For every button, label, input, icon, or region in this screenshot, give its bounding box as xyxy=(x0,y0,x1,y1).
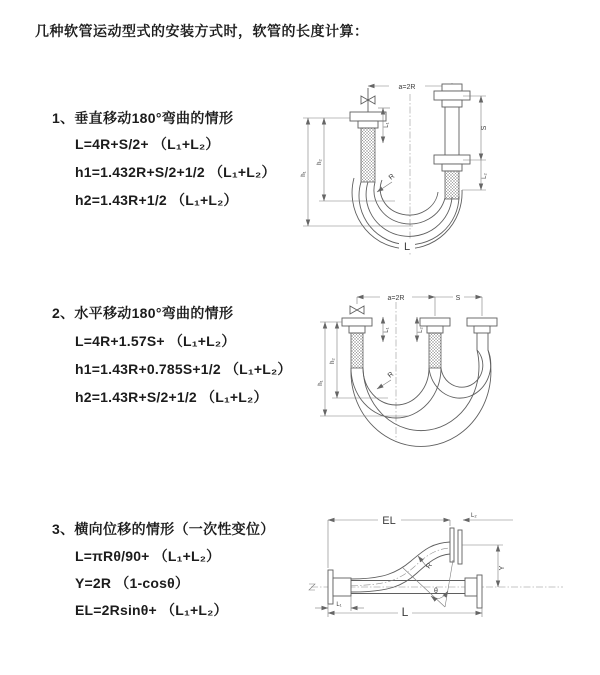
dimension-l2 xyxy=(463,513,513,520)
valve-icon xyxy=(350,306,364,314)
dim-label-h1: h₁ xyxy=(301,171,307,177)
radius-label: R xyxy=(386,370,396,380)
dim-label-a2r: a=2R xyxy=(398,84,416,91)
s-curve-pipe xyxy=(351,542,450,592)
dimension-s-l2 xyxy=(462,96,488,190)
dim-label-l2: L₂ xyxy=(482,173,488,179)
radius-callout xyxy=(377,371,395,389)
dim-label-h2: h₂ xyxy=(317,159,323,165)
dim-label-l1: L₁ xyxy=(384,122,390,128)
flange xyxy=(350,112,386,121)
dim-label-s: S xyxy=(481,125,488,131)
section-2-heading: 2、水平移动180°弯曲的情形 xyxy=(52,305,234,321)
section-3-heading: 3、横向位移的情形（一次性变位） xyxy=(52,521,275,537)
flange-neck xyxy=(442,84,462,91)
hose-braid xyxy=(361,128,375,182)
left-flange-assembly xyxy=(342,318,372,368)
dim-label-y: Y xyxy=(499,565,506,571)
dim-label-l1: L₁ xyxy=(336,602,342,608)
right-pipe-assembly xyxy=(434,84,470,199)
dim-label-a2r: a=2R xyxy=(387,295,405,302)
dimension-l1 xyxy=(315,596,364,611)
radius-construction xyxy=(402,556,453,607)
hose-braid xyxy=(351,333,363,368)
dimension-l1 xyxy=(383,317,390,342)
formula-length: L=4R+1.57S+ （L₁+L₂） xyxy=(75,333,236,349)
radius-label: R xyxy=(387,172,397,182)
diagram-vertical-180-bend xyxy=(295,70,540,262)
section-1-heading: 1、垂直移动180°弯曲的情形 xyxy=(52,110,234,126)
dimension-a2r xyxy=(357,292,482,316)
formula-length: L=4R+S/2+ （L₁+L₂） xyxy=(75,136,220,152)
dim-label-l1: L₁ xyxy=(384,327,390,333)
formula-length: L=πRθ/90+ （L₁+L₂） xyxy=(75,548,221,564)
dimension-el xyxy=(328,513,450,571)
formula-h1: h1=1.432R+S/2+1/2 （L₁+L₂） xyxy=(75,164,276,180)
flange-neck xyxy=(358,121,378,128)
flange xyxy=(434,155,470,164)
right-flange xyxy=(465,575,482,608)
page-title: 几种软管运动型式的安装方式时，软管的长度计算： xyxy=(35,23,369,39)
flange-neck xyxy=(442,164,462,171)
dimension-h1 xyxy=(301,118,413,226)
dim-label-el: EL xyxy=(382,515,396,527)
left-flange xyxy=(328,570,351,604)
hose-braid xyxy=(429,333,441,368)
diagram-lateral-displacement xyxy=(305,505,570,655)
formula-h2: h2=1.43R+S/2+1/2 （L₁+L₂） xyxy=(75,389,268,405)
hose-braid xyxy=(445,171,459,199)
dim-label-l: L xyxy=(401,605,409,619)
formula-el: EL=2Rsinθ+ （L₁+L₂） xyxy=(75,602,228,618)
angle-label: θ xyxy=(434,588,438,595)
left-pipe-assembly xyxy=(350,88,386,182)
flange xyxy=(434,91,470,100)
dim-label-l2: L₂ xyxy=(471,513,477,519)
radius-label: R xyxy=(425,561,434,571)
dim-label-h2: h₂ xyxy=(330,358,336,364)
dim-label-s: S xyxy=(455,295,461,302)
dim-label-h1: h₁ xyxy=(318,380,324,386)
dimension-a2r xyxy=(368,80,452,91)
flange-neck xyxy=(442,100,462,107)
formula-y: Y=2R （1-cosθ） xyxy=(75,575,190,591)
length-label: L xyxy=(403,241,411,253)
formula-h2: h2=1.43R+1/2 （L₁+L₂） xyxy=(75,192,238,208)
formula-h1: h1=1.43R+0.785S+1/2 （L₁+L₂） xyxy=(75,361,292,377)
upper-flange xyxy=(450,528,462,564)
right-flange-assembly xyxy=(467,318,497,350)
middle-flange-assembly xyxy=(420,318,450,368)
diagram-horizontal-180-bend xyxy=(313,288,545,456)
dim-label-l2: L₂ xyxy=(418,327,424,333)
